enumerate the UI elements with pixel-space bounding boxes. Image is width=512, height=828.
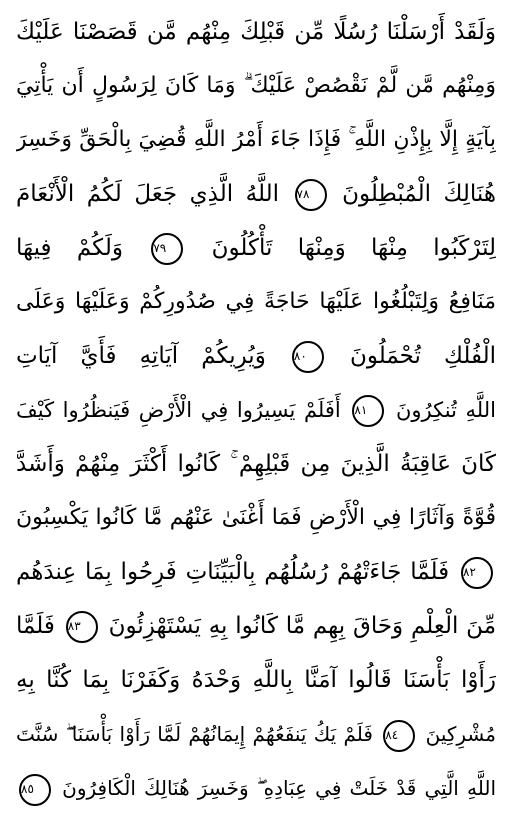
verse-text: هُنَالِكَ الْمُبْطِلُونَ — [342, 181, 496, 207]
verse-text: فَلَمَّا — [16, 613, 55, 639]
verse-text: مَنَافِعُ وَلِتَبْلُغُوا عَلَيْهَا حَاجَةً فِي صُدُورِكُمْ وَعَلَيْهَا وَعَلَى — [16, 289, 496, 314]
verse-line — [16, 278, 496, 326]
ayah-number-marker: ٨٠ — [292, 341, 324, 373]
verse-text: رَأَوْا بَأْسَنَا قَالُوا آمَنَّا بِاللَّهِ وَحْدَهُ وَكَفَرْنَا بِمَا كُنَّا بِهِ — [16, 667, 496, 693]
verse-text: مُشْرِكِينَ — [425, 722, 496, 746]
verse-line — [16, 62, 496, 110]
verse-line — [16, 440, 496, 488]
verse-text: أَفَلَمْ يَسِيرُوا فِي الْأَرْضِ فَيَنظُرُوا كَيْفَ — [16, 398, 341, 422]
verse-text: فَلَمَّا جَاءَتْهُمْ رُسُلُهُم بِالْبَيِّنَاتِ فَرِحُوا بِمَا عِندَهُم — [16, 559, 450, 585]
verse-text: كَانَ عَاقِبَةُ الَّذِينَ مِن قَبْلِهِمْ ۚ كَانُوا أَكْثَرَ مِنْهُمْ وَأَشَدَّ — [16, 451, 496, 477]
verse-text: بِآيَةٍ إِلَّا بِإِذْنِ اللَّهِ ۚ فَإِذَا جَاءَ أَمْرُ اللَّهِ قُضِيَ بِالْحَقِّ وَخَسِرَ — [16, 127, 496, 152]
ayah-number-marker: ٧٩ — [151, 233, 183, 265]
verse-text: الْفُلْكِ تُحْمَلُونَ — [349, 343, 496, 369]
verse-text: قُوَّةً وَآثَارًا فِي الْأَرْضِ فَمَا أَغْنَىٰ عَنْهُم مَّا كَانُوا يَكْسِبُونَ — [16, 505, 496, 530]
verse-line — [16, 386, 496, 434]
verse-line — [16, 656, 496, 704]
verse-text: مِّنَ الْعِلْمِ وَحَاقَ بِهِم مَّا كَانُوا بِهِ يَسْتَهْزِئُونَ — [108, 613, 496, 639]
verse-line — [16, 764, 496, 812]
verse-text: وَلَقَدْ أَرْسَلْنَا رُسُلًا مِّن قَبْلِكَ مِنْهُم مَّن قَصَصْنَا عَلَيْكَ — [16, 19, 496, 45]
ayah-number-marker: ٨٥ — [19, 774, 51, 806]
ayah-number-marker: ٨٢ — [461, 557, 493, 589]
verse-text: وَيُرِيكُمْ آيَاتِهِ فَأَيَّ آيَاتِ — [16, 343, 266, 369]
ayah-number-marker: ٨١ — [352, 395, 384, 427]
verse-line — [16, 170, 496, 218]
verse-line — [16, 8, 496, 56]
verse-text: فَلَمْ يَكُ يَنفَعُهُمْ إِيمَانُهُمْ لَمَّا رَأَوْا بَأْسَنَا ۖ سُنَّتَ — [16, 722, 373, 746]
verse-text: اللَّهِ تُنكِرُونَ — [395, 398, 496, 422]
verse-text: اللَّهُ الَّذِي جَعَلَ لَكُمُ الْأَنْعَامَ — [16, 181, 279, 207]
verse-line — [16, 494, 496, 542]
verse-text: وَلَكُمْ فِيهَا — [16, 235, 123, 261]
verse-text: اللَّهِ الَّتِي قَدْ خَلَتْ فِي عِبَادِهِ ۖ وَخَسِرَ هُنَالِكَ الْكَافِرُونَ — [62, 776, 496, 800]
ayah-number-marker: ٨٤ — [383, 720, 415, 752]
verse-line — [16, 548, 496, 596]
verse-line — [16, 116, 496, 164]
verse-line — [16, 710, 496, 758]
verse-text: وَمِنْهُم مَّن لَّمْ نَقْصُصْ عَلَيْكَ ۗ وَمَا كَانَ لِرَسُولٍ أَن يَأْتِيَ — [16, 73, 496, 98]
verse-line — [16, 224, 496, 272]
verse-text: لِتَرْكَبُوا مِنْهَا وَمِنْهَا تَأْكُلُونَ — [211, 235, 496, 261]
ayah-number-marker: ٨٣ — [66, 611, 98, 643]
verse-line — [16, 332, 496, 380]
verse-line — [16, 602, 496, 650]
ayah-number-marker: ٧٨ — [295, 179, 327, 211]
